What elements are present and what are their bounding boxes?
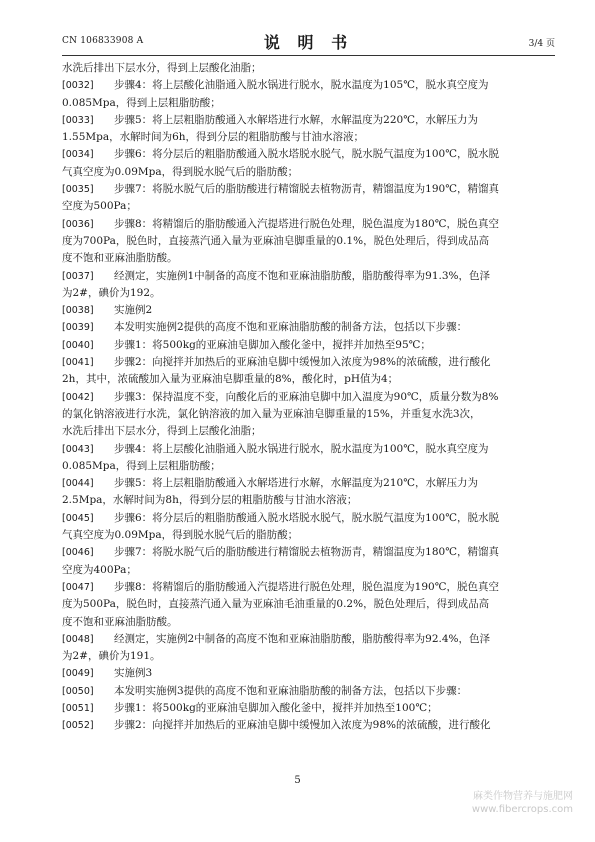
paragraph-line bbox=[62, 389, 555, 406]
paragraph-text: 步骤2：向搅拌并加热后的亚麻油皂脚中缓慢加入浓度为98%的浓硫酸，进行酸化 bbox=[114, 356, 491, 369]
paragraph-text: 步骤7：将脱水脱气后的脂肪酸进行精馏脱去植物沥青，精馏温度为190℃，精馏真 bbox=[114, 183, 499, 196]
paragraph-line bbox=[62, 579, 555, 596]
paragraph bbox=[62, 146, 555, 181]
paragraph bbox=[62, 60, 555, 77]
paragraph-number: [0040] bbox=[62, 339, 94, 351]
paragraph-line bbox=[62, 683, 555, 700]
paragraph-line bbox=[62, 60, 555, 77]
paragraph-text: 2h，其中，浓硫酸加入量为亚麻油皂脚重量的8%，酸化时，pH值为4； bbox=[62, 373, 399, 386]
paragraph-line bbox=[62, 198, 555, 215]
paragraph-text: 经测定，实施例1中制备的高度不饱和亚麻油脂肪酸，脂肪酸得率为91.3%，色泽 bbox=[114, 269, 491, 282]
paragraph-text: 2.5Mpa，水解时间为8h，得到分层的粗脂肪酸与甘油水溶液； bbox=[62, 494, 358, 507]
paragraph-number: [0038] bbox=[62, 305, 94, 317]
paragraph-line bbox=[62, 510, 555, 527]
paragraph-number: [0036] bbox=[62, 218, 94, 230]
paragraph-number: [0051] bbox=[62, 702, 94, 714]
paragraph-number: [0037] bbox=[62, 270, 94, 282]
paragraph-line bbox=[62, 354, 555, 371]
paragraph-line bbox=[62, 631, 555, 648]
paragraph-line bbox=[62, 233, 555, 250]
paragraph-text: 实施例2 bbox=[114, 304, 153, 317]
watermark bbox=[472, 790, 573, 816]
paragraph-line bbox=[62, 371, 555, 388]
paragraph bbox=[62, 181, 555, 216]
paragraph bbox=[62, 112, 555, 147]
paragraph bbox=[62, 631, 555, 666]
paragraph-text: 步骤5：将上层粗脂肪酸通入水解塔进行水解，水解温度为210℃，水解压力为 bbox=[114, 477, 478, 490]
paragraph-line bbox=[62, 406, 555, 423]
watermark-site-name: 麻类作物营养与施肥网 bbox=[473, 791, 573, 802]
paragraph-number: [0042] bbox=[62, 391, 94, 403]
paragraph-text: 为2#，碘价为192。 bbox=[62, 286, 161, 299]
paragraph-number: [0041] bbox=[62, 357, 94, 369]
paragraph-line bbox=[62, 268, 555, 285]
paragraph-text: 0.085Mpa，得到上层粗脂肪酸； bbox=[62, 96, 221, 109]
paragraph-text: 步骤7：将脱水脱气后的脂肪酸进行精馏脱去植物沥青，精馏温度为180℃，精馏真 bbox=[114, 546, 499, 559]
paragraph bbox=[62, 216, 555, 268]
paragraph-line bbox=[62, 302, 555, 319]
paragraph-line bbox=[62, 492, 555, 509]
paragraph-line bbox=[62, 423, 555, 440]
paragraph-line bbox=[62, 164, 555, 181]
paragraph-text: 步骤8：将精馏后的脂肪酸通入汽提塔进行脱色处理，脱色温度为180℃，脱色真空 bbox=[114, 217, 499, 230]
paragraph-text: 本发明实施例3提供的高度不饱和亚麻油脂肪酸的制备方法，包括以下步骤： bbox=[114, 684, 468, 697]
paragraph-line bbox=[62, 458, 555, 475]
paragraph-line bbox=[62, 544, 555, 561]
paragraph-text: 气真空度为0.09Mpa，得到脱水脱气后的脂肪酸； bbox=[62, 529, 299, 542]
paragraph-number: [0047] bbox=[62, 581, 94, 593]
paragraph bbox=[62, 319, 555, 336]
paragraph-text: 气真空度为0.09Mpa，得到脱水脱气后的脂肪酸； bbox=[62, 165, 299, 178]
paragraph-number: [0052] bbox=[62, 720, 94, 732]
paragraph-text: 步骤6：将分层后的粗脂肪酸通入脱水塔脱水脱气，脱水脱气温度为100℃，脱水脱 bbox=[114, 148, 499, 161]
page-header bbox=[62, 30, 555, 52]
paragraph-text: 空度为500Pa； bbox=[62, 200, 137, 213]
paragraph-line bbox=[62, 112, 555, 129]
paragraph-text: 步骤6：将分层后的粗脂肪酸通入脱水塔脱水脱气，脱水脱气温度为100℃，脱水脱 bbox=[114, 511, 499, 524]
paragraph-text: 实施例3 bbox=[114, 667, 153, 680]
paragraph-text: 水洗后排出下层水分，得到上层酸化油脂； bbox=[62, 425, 262, 438]
paragraph-number: [0048] bbox=[62, 633, 94, 645]
paragraph-number: [0050] bbox=[62, 685, 94, 697]
paragraph-line bbox=[62, 614, 555, 631]
header-rule bbox=[62, 55, 555, 56]
watermark-url: www.fibercrops.com bbox=[471, 804, 573, 815]
paragraph-text: 水洗后排出下层水分，得到上层酸化油脂； bbox=[62, 62, 262, 74]
paragraph-text: 步骤3：保持温度不变，向酸化后的亚麻油皂脚中加入温度为90℃，质量分数为8% bbox=[114, 390, 499, 403]
paragraph-text: 1.55Mpa，水解时间为6h，得到分层的粗脂肪酸与甘油水溶液； bbox=[62, 131, 365, 144]
paragraph bbox=[62, 354, 555, 389]
document-body bbox=[62, 60, 555, 735]
paragraph-line bbox=[62, 648, 555, 665]
paragraph-text: 步骤2：向搅拌并加热后的亚麻油皂脚中缓慢加入浓度为98%的浓硫酸，进行酸化 bbox=[114, 719, 491, 732]
paragraph bbox=[62, 683, 555, 700]
paragraph-text: 度为700Pa，脱色时，直接蒸汽通入量为亚麻油皂脚重量的0.1%，脱色处理后，得到成品高 bbox=[62, 234, 490, 247]
paragraph-line bbox=[62, 146, 555, 163]
paragraph-number: [0034] bbox=[62, 149, 94, 161]
document-title: 说 明 书 bbox=[263, 33, 354, 52]
paragraph-line bbox=[62, 475, 555, 492]
paragraph-text: 为2#，碘价为191。 bbox=[62, 650, 161, 663]
paragraph-text: 经测定，实施例2中制备的高度不饱和亚麻油脂肪酸，脂肪酸得率为92.4%，色泽 bbox=[114, 632, 491, 645]
paragraph-line bbox=[62, 95, 555, 112]
paragraph-line bbox=[62, 665, 555, 682]
paragraph-line bbox=[62, 441, 555, 458]
paragraph-text: 步骤1：将500kg的亚麻油皂脚加入酸化釜中，搅拌并加热至100℃； bbox=[114, 701, 438, 714]
paragraph-line bbox=[62, 129, 555, 146]
paragraph bbox=[62, 441, 555, 476]
paragraph-number: [0046] bbox=[62, 547, 94, 559]
paragraph bbox=[62, 717, 555, 734]
paragraph bbox=[62, 510, 555, 545]
paragraph-text: 度不饱和亚麻油脂肪酸。 bbox=[62, 615, 178, 628]
paragraph-line bbox=[62, 527, 555, 544]
paragraph bbox=[62, 700, 555, 717]
paragraph bbox=[62, 268, 555, 303]
paragraph bbox=[62, 77, 555, 112]
paragraph-text: 空度为400Pa； bbox=[62, 563, 137, 576]
paragraph bbox=[62, 475, 555, 510]
paragraph-number: [0035] bbox=[62, 184, 94, 196]
page-indicator: 3/4 页 bbox=[528, 39, 555, 49]
paragraph-line bbox=[62, 285, 555, 302]
paragraph-text: 度不饱和亚麻油脂肪酸。 bbox=[62, 252, 178, 265]
paragraph bbox=[62, 337, 555, 354]
publication-number: CN 106833908 A bbox=[62, 36, 144, 46]
paragraph-text: 步骤4：将上层酸化油脂通入脱水锅进行脱水，脱水温度为105℃，脱水真空度为 bbox=[114, 79, 489, 92]
paragraph-line bbox=[62, 319, 555, 336]
paragraph-text: 步骤5：将上层粗脂肪酸通入水解塔进行水解，水解温度为220℃，水解压力为 bbox=[114, 113, 478, 126]
paragraph bbox=[62, 665, 555, 682]
paragraph bbox=[62, 579, 555, 631]
page-number: 5 bbox=[294, 775, 301, 786]
paragraph-number: [0032] bbox=[62, 80, 94, 92]
paragraph-text: 的氯化钠溶液进行水洗，氯化钠溶液的加入量为亚麻油皂脚重量的15%，并重复水洗3次， bbox=[62, 407, 481, 420]
paragraph-line bbox=[62, 216, 555, 233]
paragraph-line bbox=[62, 596, 555, 613]
paragraph-line bbox=[62, 562, 555, 579]
paragraph-number: [0039] bbox=[62, 322, 94, 334]
paragraph-line bbox=[62, 181, 555, 198]
paragraph-text: 步骤1：将500kg的亚麻油皂脚加入酸化釜中，搅拌并加热至95℃； bbox=[114, 338, 431, 351]
paragraph-line bbox=[62, 717, 555, 734]
paragraph-number: [0045] bbox=[62, 512, 94, 524]
paragraph bbox=[62, 302, 555, 319]
paragraph-text: 步骤4：将上层酸化油脂通入脱水锅进行脱水，脱水温度为100℃，脱水真空度为 bbox=[114, 442, 489, 455]
paragraph-text: 步骤8：将精馏后的脂肪酸通入汽提塔进行脱色处理，脱色温度为190℃，脱色真空 bbox=[114, 580, 499, 593]
paragraph-number: [0033] bbox=[62, 114, 94, 126]
paragraph-line bbox=[62, 77, 555, 94]
paragraph-text: 本发明实施例2提供的高度不饱和亚麻油脂肪酸的制备方法，包括以下步骤： bbox=[114, 321, 468, 334]
paragraph-line bbox=[62, 700, 555, 717]
paragraph-number: [0044] bbox=[62, 478, 94, 490]
paragraph-text: 0.085Mpa，得到上层粗脂肪酸； bbox=[62, 459, 221, 472]
paragraph-number: [0043] bbox=[62, 443, 94, 455]
paragraph bbox=[62, 389, 555, 441]
paragraph-number: [0049] bbox=[62, 668, 94, 680]
paragraph-line bbox=[62, 250, 555, 267]
paragraph bbox=[62, 544, 555, 579]
paragraph-text: 度为500Pa，脱色时，直接蒸汽通入量为亚麻油毛油重量的0.2%，脱色处理后，得到成品高 bbox=[62, 598, 490, 611]
paragraph-line bbox=[62, 337, 555, 354]
